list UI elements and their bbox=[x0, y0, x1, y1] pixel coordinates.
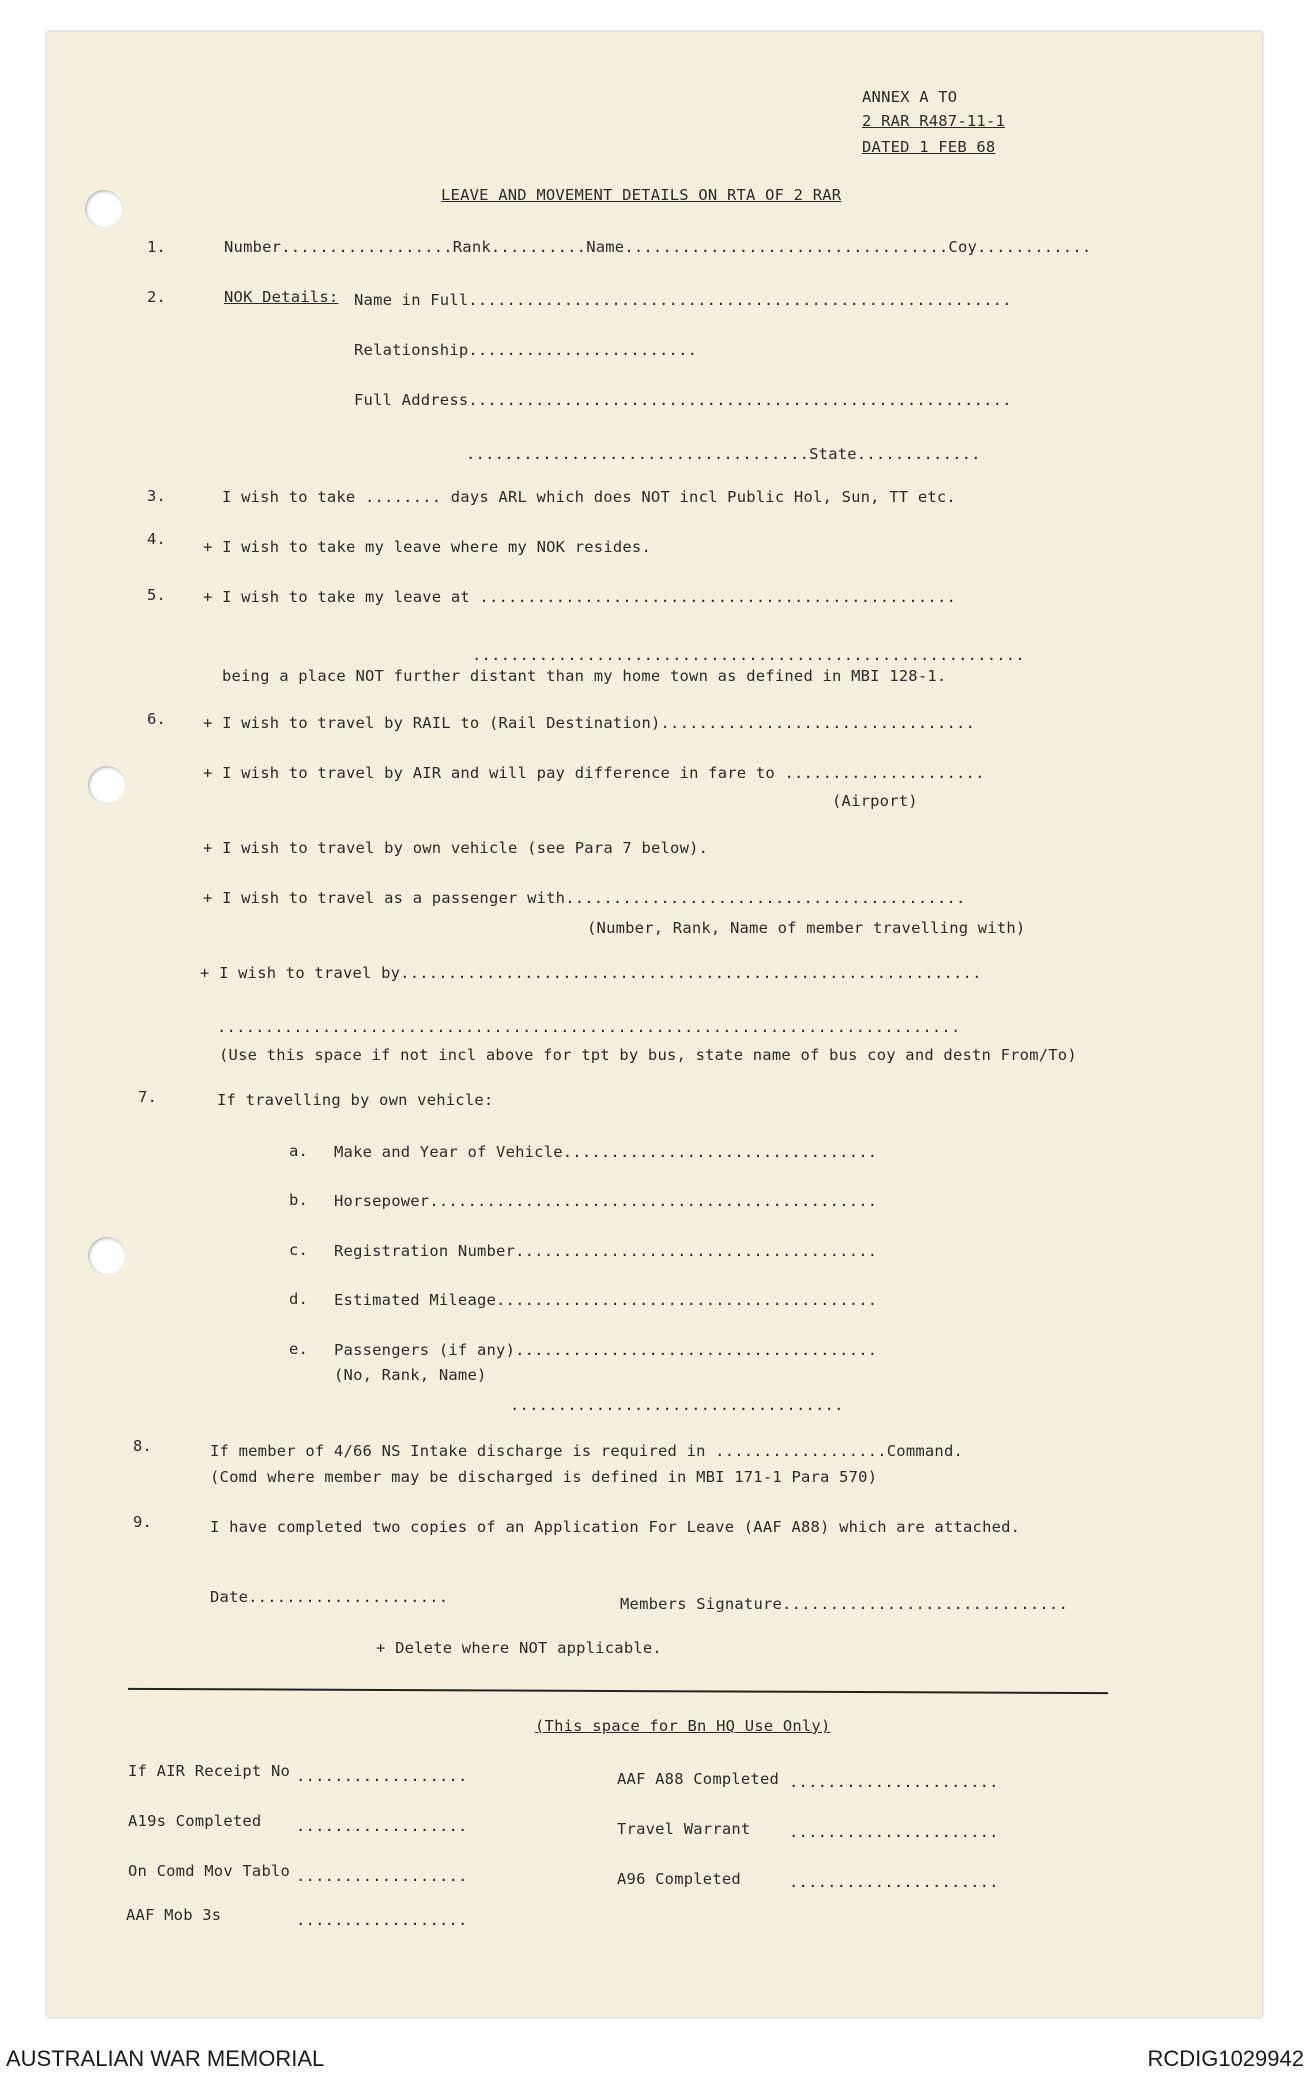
item-number: 1. bbox=[147, 238, 167, 256]
travel-other-line: + I wish to travel by............................................................. bbox=[200, 964, 982, 982]
comd-mov-label: On Comd Mov Tablo bbox=[128, 1862, 291, 1880]
item-number: 3. bbox=[147, 487, 167, 505]
travel-other-note: (Use this space if not incl above for tpt by bus, state name of bus coy and destn From/To) bbox=[219, 1046, 1077, 1064]
a96-label: A96 Completed bbox=[617, 1870, 741, 1888]
office-use-heading: (This space for Bn HQ Use Only) bbox=[535, 1717, 831, 1735]
a19s-dots: .................. bbox=[296, 1817, 468, 1835]
item-number: 6. bbox=[147, 710, 167, 728]
punch-hole bbox=[85, 190, 123, 228]
leave-place-note: being a place NOT further distant than my home town as defined in MBI 128-1. bbox=[222, 667, 947, 685]
leave-nok-line: + I wish to take my leave where my NOK resides. bbox=[203, 538, 651, 556]
item-number: 2. bbox=[147, 288, 167, 306]
item-number: 7. bbox=[138, 1088, 158, 1106]
item-number: 9. bbox=[133, 1513, 153, 1531]
leave-days-line: I wish to take ........ days ARL which does NOT incl Public Hol, Sun, TT etc. bbox=[222, 488, 956, 506]
travel-rail-line: + I wish to travel by RAIL to (Rail Destination)................................. bbox=[203, 714, 976, 732]
discharge-line: If member of 4/66 NS Intake discharge is required in ..................Command. bbox=[210, 1442, 964, 1460]
item-number: 5. bbox=[147, 586, 167, 604]
airport-note: (Airport) bbox=[832, 792, 918, 810]
mileage-line: Estimated Mileage........................................ bbox=[334, 1291, 878, 1309]
item-number: 4. bbox=[147, 530, 167, 548]
leave-place-line: + I wish to take my leave at .................................................. bbox=[203, 588, 957, 606]
document-date: DATED 1 FEB 68 bbox=[862, 138, 996, 156]
punch-hole bbox=[88, 766, 126, 804]
own-vehicle-heading: If travelling by own vehicle: bbox=[217, 1091, 494, 1109]
a88-dots: ...................... bbox=[789, 1773, 999, 1791]
subitem-letter: b. bbox=[289, 1191, 309, 1209]
nok-state-line: ....................................State............. bbox=[466, 445, 981, 463]
a19s-label: A19s Completed bbox=[128, 1812, 262, 1830]
passenger-note: (Number, Rank, Name of member travelling with) bbox=[587, 919, 1026, 937]
nok-relationship-line: Relationship........................ bbox=[354, 341, 698, 359]
annex-reference: ANNEX A TO bbox=[862, 88, 958, 106]
punch-hole bbox=[88, 1237, 126, 1275]
subitem-letter: c. bbox=[289, 1241, 309, 1259]
air-receipt-dots: .................. bbox=[296, 1767, 468, 1785]
travel-warrant-dots: ...................... bbox=[789, 1823, 999, 1841]
subitem-letter: d. bbox=[289, 1290, 309, 1308]
nok-details-label: NOK Details: bbox=[224, 288, 339, 306]
archive-name: AUSTRALIAN WAR MEMORIAL bbox=[6, 2046, 325, 2071]
subitem-letter: e. bbox=[289, 1340, 309, 1358]
travel-vehicle-line: + I wish to travel by own vehicle (see Para 7 below). bbox=[203, 839, 709, 857]
subitem-letter: a. bbox=[289, 1142, 309, 1160]
delete-note: + Delete where NOT applicable. bbox=[376, 1639, 662, 1657]
file-reference: 2 RAR R487-11-1 bbox=[862, 112, 1005, 130]
member-details-line: Number..................Rank..........Name..................................Coy............ bbox=[224, 238, 1092, 256]
registration-line: Registration Number...................................... bbox=[334, 1242, 878, 1260]
signature-line: Members Signature.............................. bbox=[620, 1595, 1068, 1613]
item-number: 8. bbox=[133, 1437, 153, 1455]
application-line: I have completed two copies of an Application For Leave (AAF A88) which are attached. bbox=[210, 1518, 1021, 1536]
passengers-line: Passengers (if any)...................................... bbox=[334, 1341, 878, 1359]
travel-air-line: + I wish to travel by AIR and will pay difference in fare to ..................... bbox=[203, 764, 985, 782]
horsepower-line: Horsepower............................................... bbox=[334, 1192, 878, 1210]
travel-passenger-line: + I wish to travel as a passenger with.......................................... bbox=[203, 889, 966, 907]
a88-label: AAF A88 Completed bbox=[617, 1770, 780, 1788]
passengers-note: (No, Rank, Name) bbox=[334, 1366, 487, 1384]
nok-address-line: Full Address......................................................... bbox=[354, 391, 1012, 409]
vehicle-make-line: Make and Year of Vehicle................................. bbox=[334, 1143, 878, 1161]
comd-mov-dots: .................. bbox=[296, 1867, 468, 1885]
travel-warrant-label: Travel Warrant bbox=[617, 1820, 751, 1838]
date-line: Date..................... bbox=[210, 1588, 449, 1606]
discharge-note: (Comd where member may be discharged is defined in MBI 171-1 Para 570) bbox=[210, 1468, 878, 1486]
a96-dots: ...................... bbox=[789, 1873, 999, 1891]
travel-other-dots: .............................................................................. bbox=[217, 1018, 961, 1036]
archive-id: RCDIG1029942 bbox=[1147, 2046, 1304, 2071]
page-title: LEAVE AND MOVEMENT DETAILS ON RTA OF 2 RAR bbox=[441, 186, 842, 204]
air-receipt-label: If AIR Receipt No bbox=[128, 1762, 291, 1780]
mob3s-dots: .................. bbox=[296, 1911, 468, 1929]
mob3s-label: AAF Mob 3s bbox=[126, 1906, 222, 1924]
nok-name-line: Name in Full......................................................... bbox=[354, 291, 1012, 309]
passengers-dots: ................................... bbox=[510, 1396, 844, 1414]
leave-place-dots: .......................................................... bbox=[472, 646, 1025, 664]
